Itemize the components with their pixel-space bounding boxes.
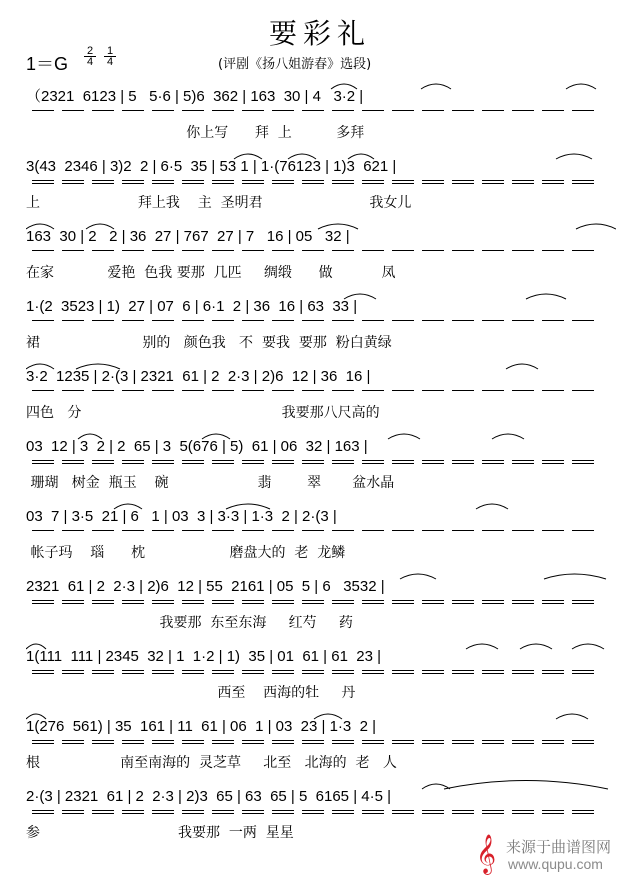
notation-line: 1(276 561) | 35 161 | 11 61 | 06 1 | 03 23 | 1·3 2 | [26, 718, 377, 735]
underline-beams [26, 250, 616, 258]
meter-numerator: 1 [104, 46, 116, 57]
system [26, 366, 616, 432]
notation-line: 2·(3 | 2321 61 | 2 2·3 | 2)3 65 | 63 65 | 5 6165 | 4·5 | [26, 788, 392, 805]
notation-line: 03 7 | 3·5 21 | 6 1 | 03 3 | 3·3 | 1·3 2 | 2·(3 | [26, 508, 337, 525]
lyrics-line: 参 我要那 一两 星星 [26, 825, 294, 841]
underline-beams [26, 460, 616, 468]
treble-clef-icon: 𝄞 [476, 834, 497, 874]
notation-line: 2321 61 | 2 2·3 | 2)6 12 | 55 2161 | 05 5 | 6 3532 | [26, 578, 385, 595]
notation-line: 3(43 2346 | 3)2 2 | 6·5 35 | 53 1 | 1·(76123 | 1)3 621 | [26, 158, 397, 175]
underline-beams [26, 670, 616, 678]
lyrics-line: 根 南至南海的 灵芝草 北至 北海的 老 人 [26, 755, 397, 771]
page-title: 要彩礼 [268, 17, 371, 50]
watermark-site-name: 来源于曲谱图网 [506, 838, 612, 856]
lyrics-line: 四色 分 我要那八尺高的 [26, 405, 380, 421]
lyrics-line: 你上写 拜 上 多拜 [26, 125, 365, 141]
notation-line: 03 12 | 3 2 | 2 65 | 3 5(676 | 5) 61 | 06 32 | 163 | [26, 438, 368, 455]
underline-beams [26, 390, 616, 398]
lyrics-line: 帐子玛 瑙 枕 磨盘大的 老 龙鳞 [26, 545, 346, 561]
lyrics-line: 裙 别的 颜色我 不 要我 要那 粉白黄绿 [26, 335, 392, 351]
source-note: (评剧《扬八姐游春》选段) [218, 57, 372, 72]
system [26, 576, 616, 642]
underline-beams [26, 530, 616, 538]
notation-line: 163 30 | 2 2 | 36 27 | 767 27 | 7 16 | 05 32 | [26, 228, 350, 245]
watermark-url: www.qupu.com [508, 856, 603, 872]
underline-beams [26, 180, 616, 188]
underline-beams [26, 810, 616, 818]
notation-line: 3·2 1235 | 2·(3 | 2321 61 | 2 2·3 | 2)6 12 | 36 16 | [26, 368, 371, 385]
system [26, 436, 616, 502]
lyrics-line: 西至 西海的牡 丹 [26, 685, 356, 701]
lyrics-line: 珊瑚 树金 瓶玉 碗 翡 翠 盆水晶 [26, 475, 395, 491]
underline-beams [26, 110, 616, 118]
system [26, 226, 616, 292]
notation-line: （2321 6123 | 5 5·6 | 5)6 362 | 163 30 | 4 3·2 | [26, 88, 364, 105]
time-signature-2-4 [84, 46, 96, 67]
underline-beams [26, 740, 616, 748]
system [26, 716, 616, 782]
system [26, 86, 616, 152]
lyrics-line: 在家 爱艳 色我 要那 几匹 绸缎 做 凤 [26, 265, 396, 281]
system [26, 156, 616, 222]
meter-numerator: 2 [84, 46, 96, 57]
watermark [476, 834, 636, 878]
notation-line: 1·(2 3523 | 1) 27 | 07 6 | 6·1 2 | 36 16 | 63 33 | [26, 298, 358, 315]
lyrics-line: 我要那 东至东海 红芍 药 [26, 615, 353, 631]
meter-denominator: 4 [86, 56, 94, 68]
system [26, 506, 616, 572]
lyrics-line: 上 拜上我 主 圣明君 我女儿 [26, 195, 412, 211]
key-signature: 1＝G [26, 54, 69, 74]
system [26, 296, 616, 362]
underline-beams [26, 320, 616, 328]
meter-denominator: 4 [106, 56, 114, 68]
underline-beams [26, 600, 616, 608]
time-signature-1-4 [104, 46, 116, 67]
system [26, 646, 616, 712]
notation-line: 1(111 111 | 2345 32 | 1 1·2 | 1) 35 | 01 61 | 61 23 | [26, 648, 382, 665]
